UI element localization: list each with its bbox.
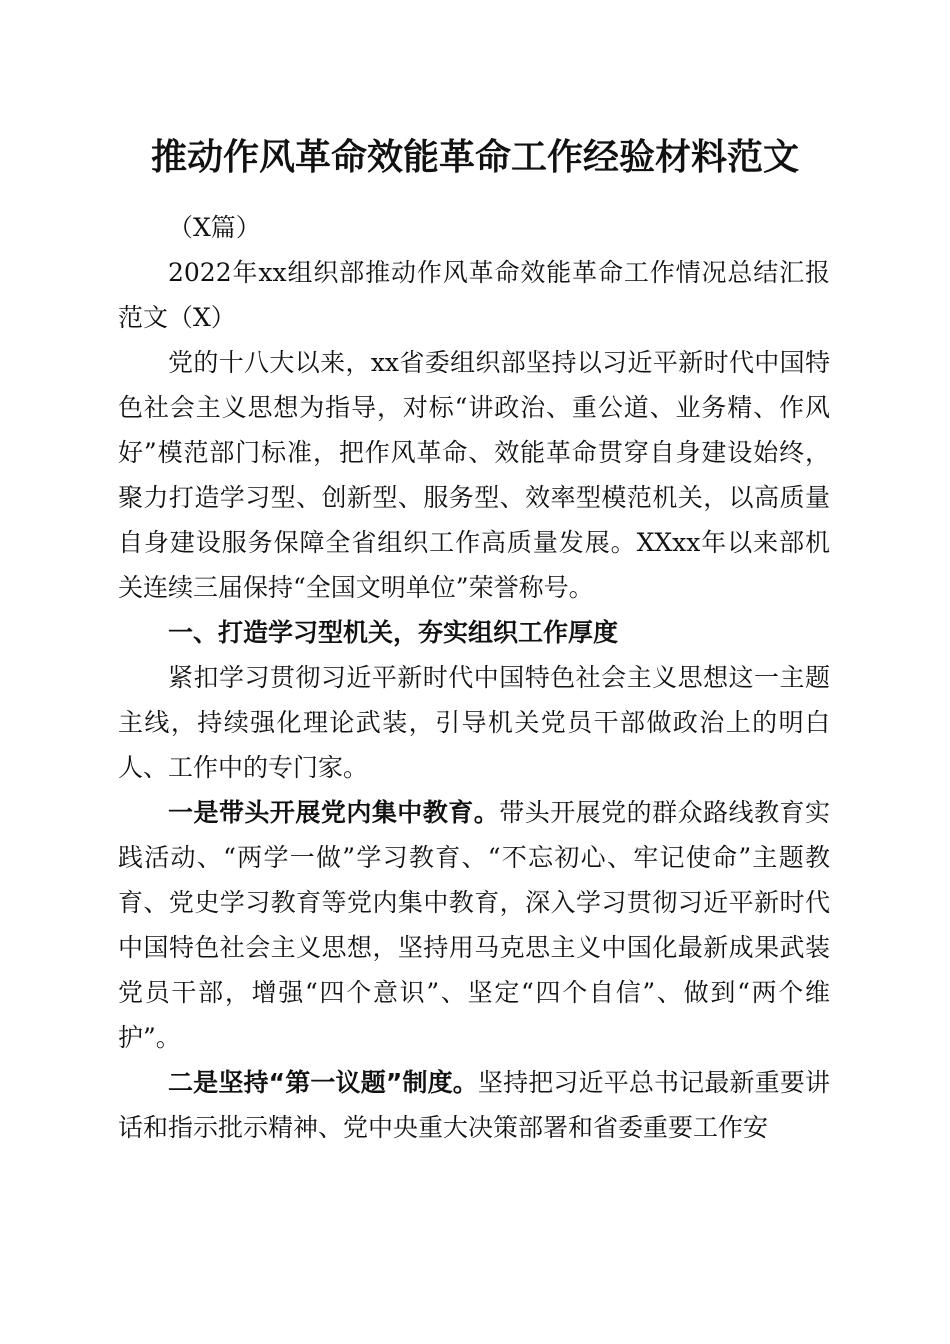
document-body <box>118 205 830 1150</box>
section-heading-1: 一、打造学习型机关，夯实组织工作厚度 <box>168 618 619 647</box>
paragraph-point-1 <box>118 790 830 1060</box>
point-2-lead: 二是坚持“第一议题”制度。 <box>168 1068 478 1097</box>
point-1-text: 带头开展党的群众路线教育实践活动、“两学一做”学习教育、“不忘初心、牢记使命”主题教育、党史学习教育等党内集中教育，深入学习贯彻习近平新时代中国特色社会主义思想，坚持用马克思主义中国化最新成果武装党员干部，增强“四个意识”、坚定“四个自信”、做到“两个维护”。 <box>118 798 830 1052</box>
paragraph-subtitle: （X篇） <box>168 213 261 242</box>
paragraph-report-title: 2022年xx组织部推动作风革命效能革命工作情况总结汇报范文（X） <box>118 258 830 332</box>
paragraph-section-1-summary: 紧扣学习贯彻习近平新时代中国特色社会主义思想这一主题主线，持续强化理论武装，引导机关党员干部做政治上的明白人、工作中的专门家。 <box>118 663 830 782</box>
document-title: 推动作风革命效能革命工作经验材料范文 <box>150 137 799 178</box>
paragraph-intro: 党的十八大以来，xx省委组织部坚持以习近平新时代中国特色社会主义思想为指导，对标“讲政治、重公道、业务精、作风好”模范部门标准，把作风革命、效能革命贯穿自身建设始终，聚力打造学习型、创新型、服务型、效率型模范机关，以高质量自身建设服务保障全省组织工作高质量发展。XXxx年以来部机关连续三届保持“全国文明单位”荣誉称号。 <box>118 348 830 602</box>
point-1-lead: 一是带头开展党内集中教育。 <box>168 798 500 827</box>
point-2-text: 坚持把习近平总书记最新重要讲话和指示批示精神、党中央重大决策部署和省委重要工作安 <box>118 1068 830 1142</box>
paragraph-point-2 <box>118 1060 830 1150</box>
